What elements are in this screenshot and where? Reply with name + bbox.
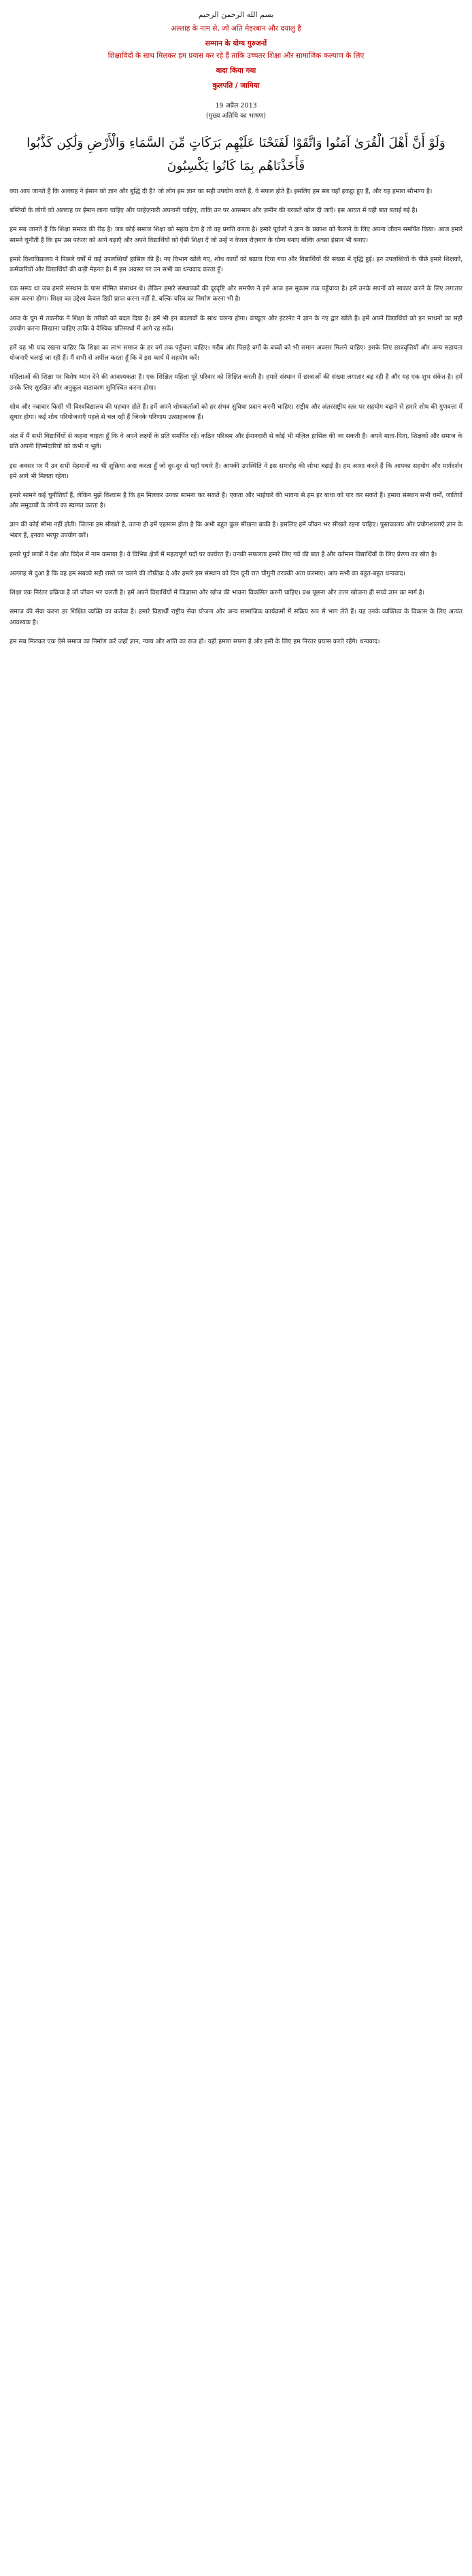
invocation-line: अल्लाह के नाम से, जो अति मेहरबान और दयालु है — [171, 24, 301, 33]
paragraph: हमारे विश्वविद्यालय ने पिछले वर्षों में कई उपलब्धियाँ हासिल की हैं। नए विभाग खोले गए, शोध कार्यों को बढ़ावा दिया गया और विद्यार्थियों की संख्या में वृद्धि हुई। इन उपलब्धियों के पीछे हमारे शिक्षकों, कर्मचारियों और विद्यार्थियों की कड़ी मेहनत है। मैं इस अवसर पर उन सभी का धन्यवाद करता हूँ। — [10, 255, 462, 274]
greeting-title: सम्मान के योग्य गुरुजनों — [205, 39, 267, 48]
paragraph: हमारे पूर्व छात्रों ने देश और विदेश में नाम कमाया है। वे विभिन्न क्षेत्रों में महत्वपूर्ण पदों पर कार्यरत हैं। उनकी सफलता हमारे लिए गर्व की बात है और वर्तमान विद्यार्थियों के लिए प्रेरणा का स्रोत है। — [10, 550, 437, 558]
paragraph: हम सब जानते हैं कि शिक्षा समाज की रीढ़ है। जब कोई समाज शिक्षा को महत्व देता है तो वह प्रगति करता है। हमारे पूर्वजों ने ज्ञान के प्रकाश को फैलाने के लिए अपना जीवन समर्पित किया। आज हमारे सामने चुनौती है कि हम उस परंपरा को आगे बढ़ाएँ और अपने विद्यार्थियों को ऐसी शिक्षा दें जो उन्हें न केवल रोज़गार के योग्य बनाए बल्कि अच्छा इंसान भी बनाए। — [10, 226, 462, 244]
paragraph: इस अवसर पर मैं उन सभी मेहमानों का भी शुक्रिया अदा करता हूँ जो दूर-दूर से यहाँ पधारे हैं। आपकी उपस्थिति ने इस समारोह की शोभा बढ़ाई है। हम आशा करते हैं कि आपका सहयोग और मार्गदर्शन हमें आगे भी मिलता रहेगा। — [10, 462, 462, 480]
paragraph: शिक्षा एक निरंतर प्रक्रिया है जो जीवन भर चलती है। हमें अपने विद्यार्थियों में जिज्ञासा और खोज की भावना विकसित करनी चाहिए। प्रश्न पूछना और उत्तर खोजना ही सच्चे ज्ञान का मार्ग है। — [10, 589, 425, 597]
paragraph: शोध और नवाचार किसी भी विश्वविद्यालय की पहचान होते हैं। हमें अपने शोधकर्ताओं को हर संभव सुविधा प्रदान करनी चाहिए। राष्ट्रीय और अंतरराष्ट्रीय स्तर पर सहयोग बढ़ाने से हमारे शोध की गुणवत्ता में सुधार होगा। कई शोध परियोजनाएँ पहले से चल रही हैं जिनके परिणाम उत्साहजनक हैं। — [10, 403, 462, 422]
date-note: (मुख्य अतिथि का भाषण) — [205, 112, 267, 120]
author-name: कुलपति / जामिया — [212, 82, 260, 90]
paragraph: हम सब मिलकर एक ऐसे समाज का निर्माण करें जहाँ ज्ञान, न्याय और शांति का राज हो। यही हमारा सपना है और इसी के लिए हम निरंतर प्रयास करते रहेंगे। धन्यवाद। — [10, 637, 380, 645]
paragraph: आज के युग में तकनीक ने शिक्षा के तरीकों को बदल दिया है। हमें भी इन बदलावों के साथ चलना होगा। कंप्यूटर और इंटरनेट ने ज्ञान के नए द्वार खोले हैं। हमें अपने विद्यार्थियों को इन साधनों का सही उपयोग करना सिखाना चाहिए ताकि वे वैश्विक प्रतिस्पर्धा में आगे रह सकें। — [10, 314, 462, 333]
paragraph: क्या आप जानते हैं कि अल्लाह ने इंसान को ज्ञान और बुद्धि दी है? जो लोग इस ज्ञान का सही उपयोग करते हैं, वे सफल होते हैं। इसलिए हम सब यहाँ इकट्ठा हुए हैं, और यह हमारा सौभाग्य है। — [10, 188, 433, 195]
paragraph: ज्ञान की कोई सीमा नहीं होती। जितना हम सीखते हैं, उतना ही हमें एहसास होता है कि अभी बहुत कुछ सीखना बाकी है। इसलिए हमें जीवन भर सीखते रहना चाहिए। पुस्तकालय और प्रयोगशालाएँ ज्ञान के भंडार हैं, इनका भरपूर उपयोग करें। — [10, 521, 462, 539]
paragraph: बस्तियों के लोगों को अल्लाह पर ईमान लाना चाहिए और परहेज़गारी अपनानी चाहिए, ताकि उन पर आसमान और ज़मीन की बरकतें खोल दी जाएँ। इस आयत में यही बात बताई गई है। — [10, 207, 418, 215]
document-subtitle: शिक्षाविदों के साथ मिलकर हम प्रयास कर रहे हैं ताकि उच्चतर शिक्षा और सामाजिक कल्याण के लिए — [107, 52, 365, 60]
paragraph: एक समय था जब हमारे संस्थान के पास सीमित संसाधन थे। लेकिन हमारे संस्थापकों की दूरदृष्टि और समर्पण ने इसे आज इस मुकाम तक पहुँचाया है। हमें उनके सपनों को साकार करने के लिए लगातार काम करना होगा। शिक्षा का उद्देश्य केवल डिग्री प्राप्त करना नहीं है, बल्कि चरित्र का निर्माण करना भी है। — [10, 285, 462, 303]
date-line: 19 अप्रैल 2013 — [215, 102, 257, 109]
document-subtitle-2: वादा किया गया — [216, 67, 256, 75]
paragraph: अंत में मैं सभी विद्यार्थियों से कहना चाहता हूँ कि वे अपने लक्ष्यों के प्रति समर्पित रहें। कठिन परिश्रम और ईमानदारी से कोई भी मंज़िल हासिल की जा सकती है। अपने माता-पिता, शिक्षकों और समाज के प्रति अपनी ज़िम्मेदारियों को कभी न भूलें। — [10, 433, 462, 451]
paragraph: महिलाओं की शिक्षा पर विशेष ध्यान देने की आवश्यकता है। एक शिक्षित महिला पूरे परिवार को शिक्षित करती है। हमारे संस्थान में छात्राओं की संख्या लगातार बढ़ रही है और यह एक शुभ संकेत है। हमें उनके लिए सुरक्षित और अनुकूल वातावरण सुनिश्चित करना होगा। — [10, 373, 462, 392]
paragraph: समाज की सेवा करना हर शिक्षित व्यक्ति का कर्तव्य है। हमारे विद्यार्थी राष्ट्रीय सेवा योजना और अन्य सामाजिक कार्यक्रमों में सक्रिय रूप से भाग लेते हैं। यह उनके व्यक्तित्व के विकास के लिए अत्यंत आवश्यक है। — [10, 608, 462, 626]
paragraph: हमें यह भी याद रखना चाहिए कि शिक्षा का लाभ समाज के हर वर्ग तक पहुँचना चाहिए। गरीब और पिछड़े वर्गों के बच्चों को भी समान अवसर मिलने चाहिए। इसके लिए छात्रवृत्तियाँ और अन्य सहायता योजनाएँ चलाई जा रही हैं। मैं सभी से अपील करता हूँ कि वे इस कार्य में सहयोग करें। — [10, 344, 462, 362]
quran-verse: وَلَوْ أَنَّ أَهْلَ الْقُرَىٰ آمَنُوا وَاتَّقَوْا لَفَتَحْنَا عَلَيْهِم بَرَكَاتٍ مِّنَ السَّمَاءِ وَالْأَرْضِ وَلَٰكِن كَذَّبُوا فَأَخَذْنَاهُم بِمَا كَانُوا يَكْسِبُونَ — [27, 136, 445, 173]
paragraph: हमारे सामने कई चुनौतियाँ हैं, लेकिन मुझे विश्वास है कि हम मिलकर उनका सामना कर सकते हैं। एकता और भाईचारे की भावना से हम हर बाधा को पार कर सकते हैं। हमारा संस्थान सभी धर्मों, जातियों और समुदायों के लोगों का स्वागत करता है। — [10, 492, 462, 510]
basmala: بسم الله الرحمن الرحيم — [198, 10, 274, 19]
paragraph: अल्लाह से दुआ है कि वह हम सबको सही रास्ते पर चलने की तौफ़ीक़ दे और हमारे इस संस्थान को दिन दूनी रात चौगुनी तरक्की अता फ़रमाए। आप सभी का बहुत-बहुत धन्यवाद। — [10, 570, 405, 578]
